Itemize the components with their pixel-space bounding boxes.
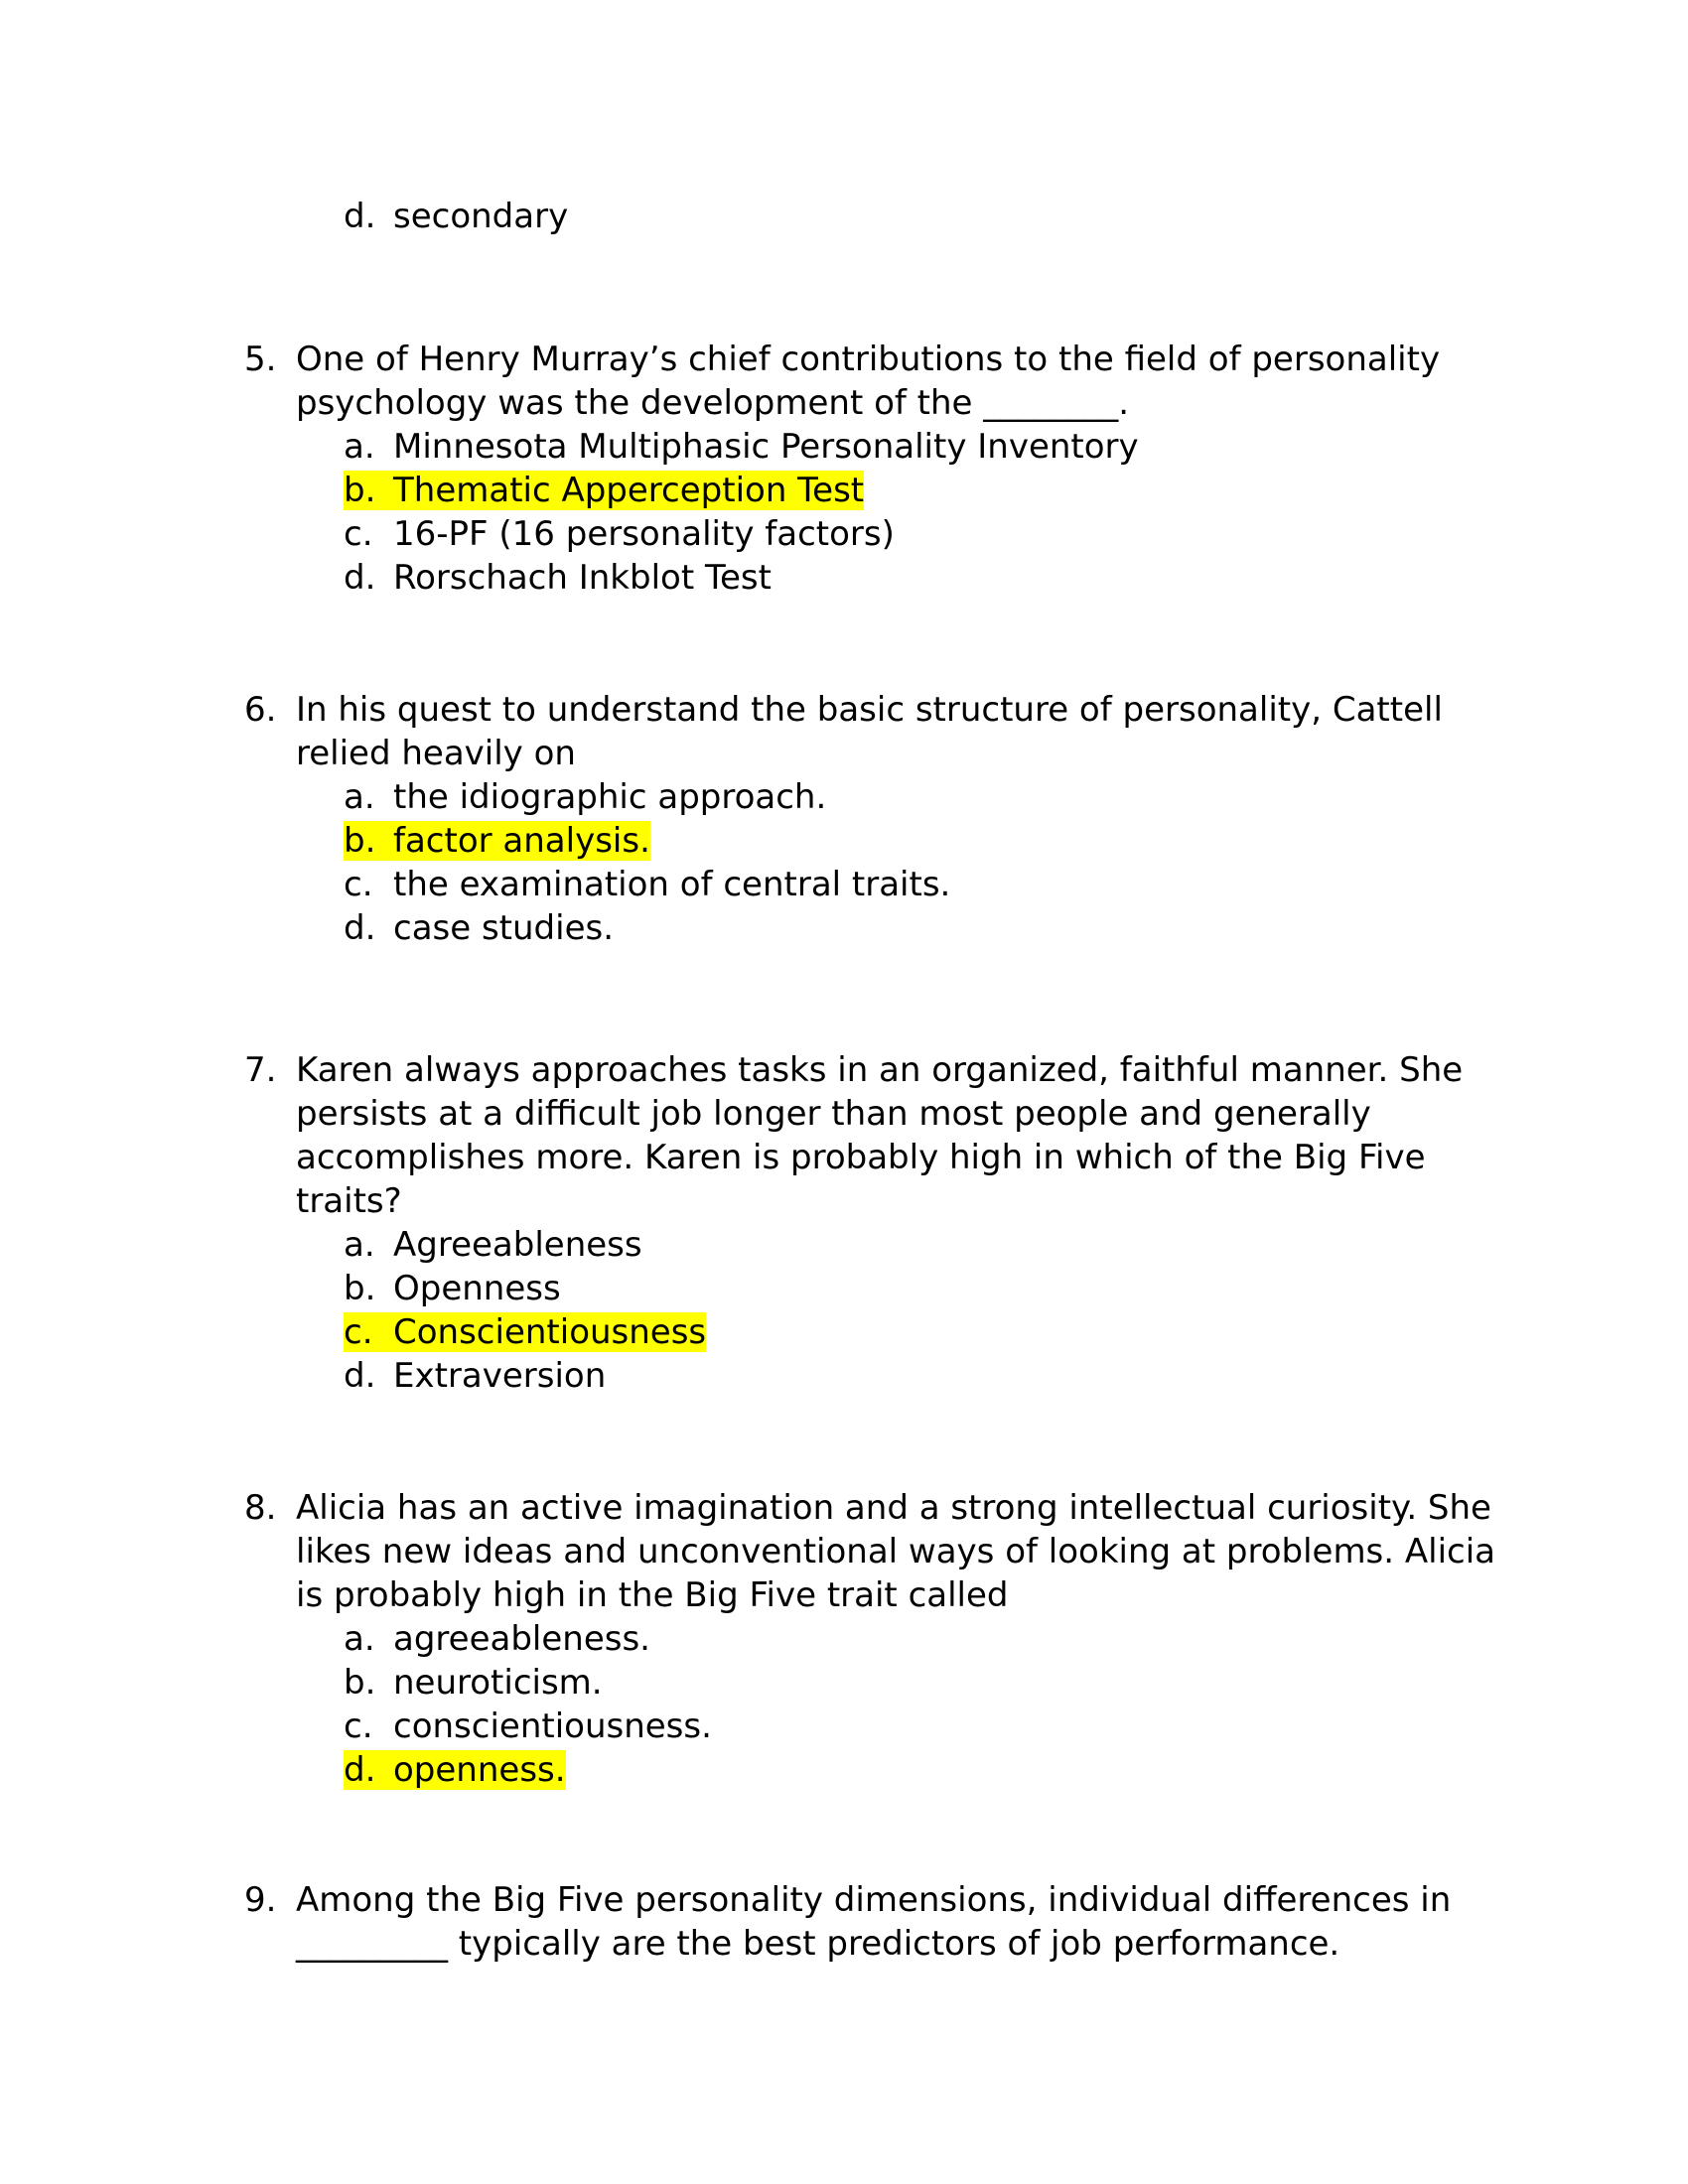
question-text-line: Karen always approaches tasks in an organized, faithful manner. She xyxy=(296,1050,1464,1090)
option-d-answer xyxy=(344,1748,566,1792)
option-letter: a. xyxy=(344,427,375,467)
option-text: openness. xyxy=(393,1750,566,1790)
option-letter: d. xyxy=(344,558,376,598)
option-c xyxy=(344,1705,712,1748)
option-c xyxy=(344,512,895,556)
option-a xyxy=(344,425,1139,469)
question-text-line: _________ typically are the best predictors of job performance. xyxy=(296,1924,1340,1964)
option-letter: c. xyxy=(344,514,373,554)
option-text: agreeableness. xyxy=(393,1619,650,1659)
option-text: case studies. xyxy=(393,908,615,948)
option-text: Minnesota Multiphasic Personality Inventory xyxy=(393,427,1139,467)
option-a xyxy=(344,1617,650,1661)
question-text-line: Among the Big Five personality dimensions, individual differences in xyxy=(296,1880,1452,1920)
option-letter: c. xyxy=(344,865,373,904)
option-letter: d. xyxy=(344,1750,376,1790)
option-c xyxy=(344,863,950,906)
option-letter: d. xyxy=(344,908,376,948)
question-text-line: One of Henry Murray’s chief contributions to the field of personality xyxy=(296,340,1441,379)
question-text-line: relied heavily on xyxy=(296,734,576,773)
option-text: Rorschach Inkblot Test xyxy=(393,558,772,598)
question-text-line: traits? xyxy=(296,1181,402,1221)
option-letter: d. xyxy=(344,197,376,236)
question-number: 6. xyxy=(244,690,277,730)
option-letter: b. xyxy=(344,471,376,510)
option-b xyxy=(344,1267,561,1310)
option-letter: d. xyxy=(344,1356,376,1396)
option-letter: a. xyxy=(344,1619,375,1659)
option-letter: c. xyxy=(344,1706,373,1746)
option-text: the idiographic approach. xyxy=(393,777,827,817)
option-text: Conscientiousness xyxy=(393,1312,707,1352)
option-text: the examination of central traits. xyxy=(393,865,951,904)
option-text: Extraversion xyxy=(393,1356,607,1396)
option-a xyxy=(344,775,826,819)
option-text: 16-PF (16 personality factors) xyxy=(393,514,895,554)
carryover-option xyxy=(344,195,568,238)
question-text-line: likes new ideas and unconventional ways of looking at problems. Alicia xyxy=(296,1532,1496,1571)
option-text: neuroticism. xyxy=(393,1663,603,1703)
option-letter: b. xyxy=(344,1663,376,1703)
question-number: 8. xyxy=(244,1488,277,1528)
option-c-answer xyxy=(344,1310,706,1354)
option-text: conscientiousness. xyxy=(393,1706,712,1746)
option-text: secondary xyxy=(393,197,569,236)
option-b-answer xyxy=(344,819,650,863)
option-d xyxy=(344,1354,606,1398)
question-text-line: persists at a difficult job longer than most people and generally xyxy=(296,1094,1371,1134)
question-number: 9. xyxy=(244,1880,277,1920)
option-d xyxy=(344,906,614,950)
option-b-answer xyxy=(344,469,864,512)
option-letter: c. xyxy=(344,1312,373,1352)
option-b xyxy=(344,1661,603,1705)
question-text-line: accomplishes more. Karen is probably high in which of the Big Five xyxy=(296,1138,1426,1177)
question-text-line: Alicia has an active imagination and a strong intellectual curiosity. She xyxy=(296,1488,1491,1528)
question-text-line: is probably high in the Big Five trait called xyxy=(296,1575,1009,1615)
option-d xyxy=(344,556,772,600)
question-text-line: In his quest to understand the basic structure of personality, Cattell xyxy=(296,690,1443,730)
option-text: Thematic Apperception Test xyxy=(393,471,865,510)
option-text: factor analysis. xyxy=(393,821,650,861)
option-a xyxy=(344,1223,642,1267)
option-text: Agreeableness xyxy=(393,1225,642,1265)
option-letter: b. xyxy=(344,1269,376,1308)
question-text-line: psychology was the development of the ________. xyxy=(296,383,1130,423)
question-number: 7. xyxy=(244,1050,277,1090)
option-letter: b. xyxy=(344,821,376,861)
option-letter: a. xyxy=(344,777,375,817)
question-number: 5. xyxy=(244,340,277,379)
option-text: Openness xyxy=(393,1269,561,1308)
option-letter: a. xyxy=(344,1225,375,1265)
